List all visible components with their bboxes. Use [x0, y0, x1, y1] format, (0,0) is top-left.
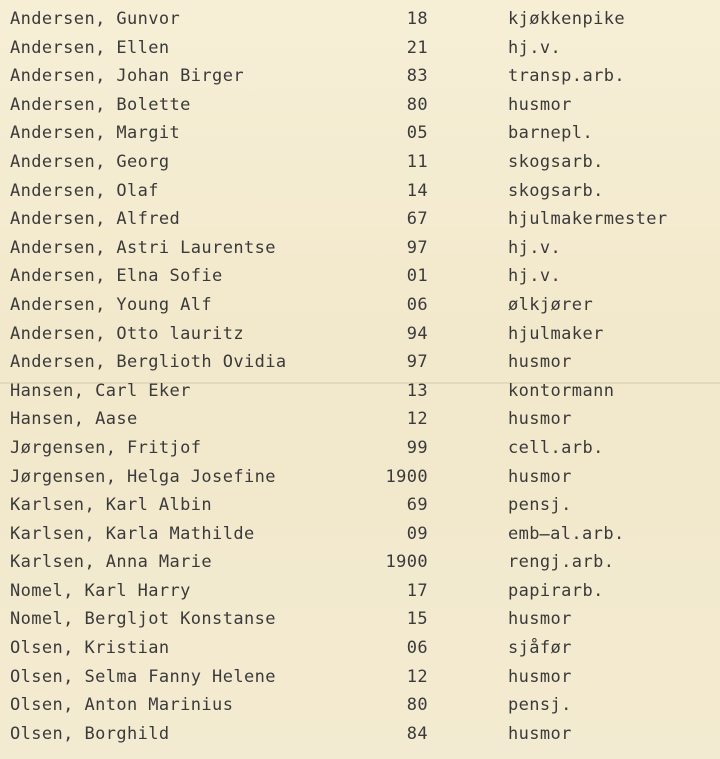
person-name: Olsen, Anton Marinius	[10, 695, 234, 716]
occupation: skogsarb.	[508, 151, 604, 172]
occupation: hjulmaker	[508, 323, 604, 344]
occupation: transp.arb.	[508, 66, 625, 87]
birth-year: 97	[406, 237, 428, 258]
occupation: emb̶al.arb.	[508, 523, 625, 544]
list-item	[0, 5, 720, 34]
occupation: husmor	[508, 466, 572, 487]
list-item	[0, 491, 720, 520]
list-item	[0, 405, 720, 434]
list-item	[0, 62, 720, 91]
person-name: Karlsen, Karl Albin	[10, 495, 213, 516]
person-name: Andersen, Elna Sofie	[10, 266, 223, 287]
birth-year: 21	[406, 37, 428, 58]
list-item	[0, 605, 720, 634]
person-name: Jørgensen, Fritjof	[10, 437, 202, 458]
birth-year: 84	[406, 723, 428, 744]
occupation: pensj.	[508, 495, 572, 516]
person-name: Andersen, Bolette	[10, 94, 191, 115]
occupation: husmor	[508, 723, 572, 744]
person-name: Andersen, Georg	[10, 151, 170, 172]
occupation: pensj.	[508, 695, 572, 716]
person-name: Olsen, Selma Fanny Helene	[10, 666, 276, 687]
birth-year: 15	[406, 609, 428, 630]
occupation: husmor	[508, 409, 572, 430]
person-name: Olsen, Kristian	[10, 638, 170, 659]
birth-year: 80	[406, 94, 428, 115]
list-item	[0, 634, 720, 663]
occupation: hj.v.	[508, 237, 562, 258]
list-item	[0, 177, 720, 206]
list-item	[0, 91, 720, 120]
occupation: husmor	[508, 352, 572, 373]
person-name: Andersen, Johan Birger	[10, 66, 244, 87]
list-item	[0, 148, 720, 177]
list-item	[0, 577, 720, 606]
birth-year: 1900	[385, 466, 428, 487]
birth-year: 99	[406, 437, 428, 458]
birth-year: 17	[406, 580, 428, 601]
list-item	[0, 205, 720, 234]
list-item	[0, 291, 720, 320]
occupation: husmor	[508, 609, 572, 630]
person-name: Andersen, Gunvor	[10, 9, 181, 29]
birth-year: 05	[406, 123, 428, 144]
birth-year: 13	[406, 380, 428, 401]
birth-year: 06	[406, 294, 428, 315]
person-name: Andersen, Berglioth Ovidia	[10, 352, 287, 373]
list-item	[0, 691, 720, 720]
birth-year: 14	[406, 180, 428, 201]
occupation: hj.v.	[508, 266, 562, 287]
list-item	[0, 262, 720, 291]
occupation: husmor	[508, 94, 572, 115]
birth-year: 80	[406, 695, 428, 716]
occupation: rengj.arb.	[508, 552, 615, 573]
person-name: Olsen, Borghild	[10, 723, 170, 744]
list-item	[0, 320, 720, 349]
person-name: Jørgensen, Helga Josefine	[10, 466, 276, 487]
list-item	[0, 463, 720, 492]
birth-year: 67	[406, 209, 428, 230]
occupation: cell.arb.	[508, 437, 604, 458]
person-name: Andersen, Alfred	[10, 209, 181, 230]
list-item	[0, 234, 720, 263]
occupation: kontormann	[508, 380, 615, 401]
person-name: Hansen, Aase	[10, 409, 138, 430]
birth-year: 12	[406, 666, 428, 687]
list-item	[0, 377, 720, 406]
occupation: sjåfør	[508, 638, 572, 659]
person-name: Andersen, Young Alf	[10, 294, 213, 315]
occupation: kjøkkenpike	[508, 9, 625, 29]
occupation: papirarb.	[508, 580, 604, 601]
person-name: Andersen, Otto lauritz	[10, 323, 244, 344]
occupation: husmor	[508, 666, 572, 687]
occupation: barnepl.	[508, 123, 594, 144]
list-item	[0, 348, 720, 377]
birth-year: 11	[406, 151, 428, 172]
person-name: Andersen, Olaf	[10, 180, 159, 201]
birth-year: 12	[406, 409, 428, 430]
birth-year: 18	[406, 9, 428, 29]
record-list	[0, 5, 720, 748]
person-name: Karlsen, Anna Marie	[10, 552, 213, 573]
birth-year: 97	[406, 352, 428, 373]
list-item	[0, 720, 720, 749]
list-item	[0, 434, 720, 463]
birth-year: 09	[406, 523, 428, 544]
person-name: Andersen, Ellen	[10, 37, 170, 58]
birth-year: 06	[406, 638, 428, 659]
person-name: Hansen, Carl Eker	[10, 380, 191, 401]
list-item	[0, 119, 720, 148]
birth-year: 01	[406, 266, 428, 287]
occupation: hjulmakermester	[508, 209, 668, 230]
birth-year: 1900	[385, 552, 428, 573]
occupation: ølkjører	[508, 294, 594, 315]
person-name: Karlsen, Karla Mathilde	[10, 523, 255, 544]
birth-year: 83	[406, 66, 428, 87]
list-item	[0, 34, 720, 63]
list-item	[0, 548, 720, 577]
occupation: hj.v.	[508, 37, 562, 58]
list-item	[0, 663, 720, 692]
person-name: Andersen, Astri Laurentse	[10, 237, 276, 258]
person-name: Nomel, Bergljot Konstanse	[10, 609, 276, 630]
person-name: Nomel, Karl Harry	[10, 580, 191, 601]
birth-year: 69	[406, 495, 428, 516]
list-item	[0, 520, 720, 549]
occupation: skogsarb.	[508, 180, 604, 201]
birth-year: 94	[406, 323, 428, 344]
person-name: Andersen, Margit	[10, 123, 181, 144]
